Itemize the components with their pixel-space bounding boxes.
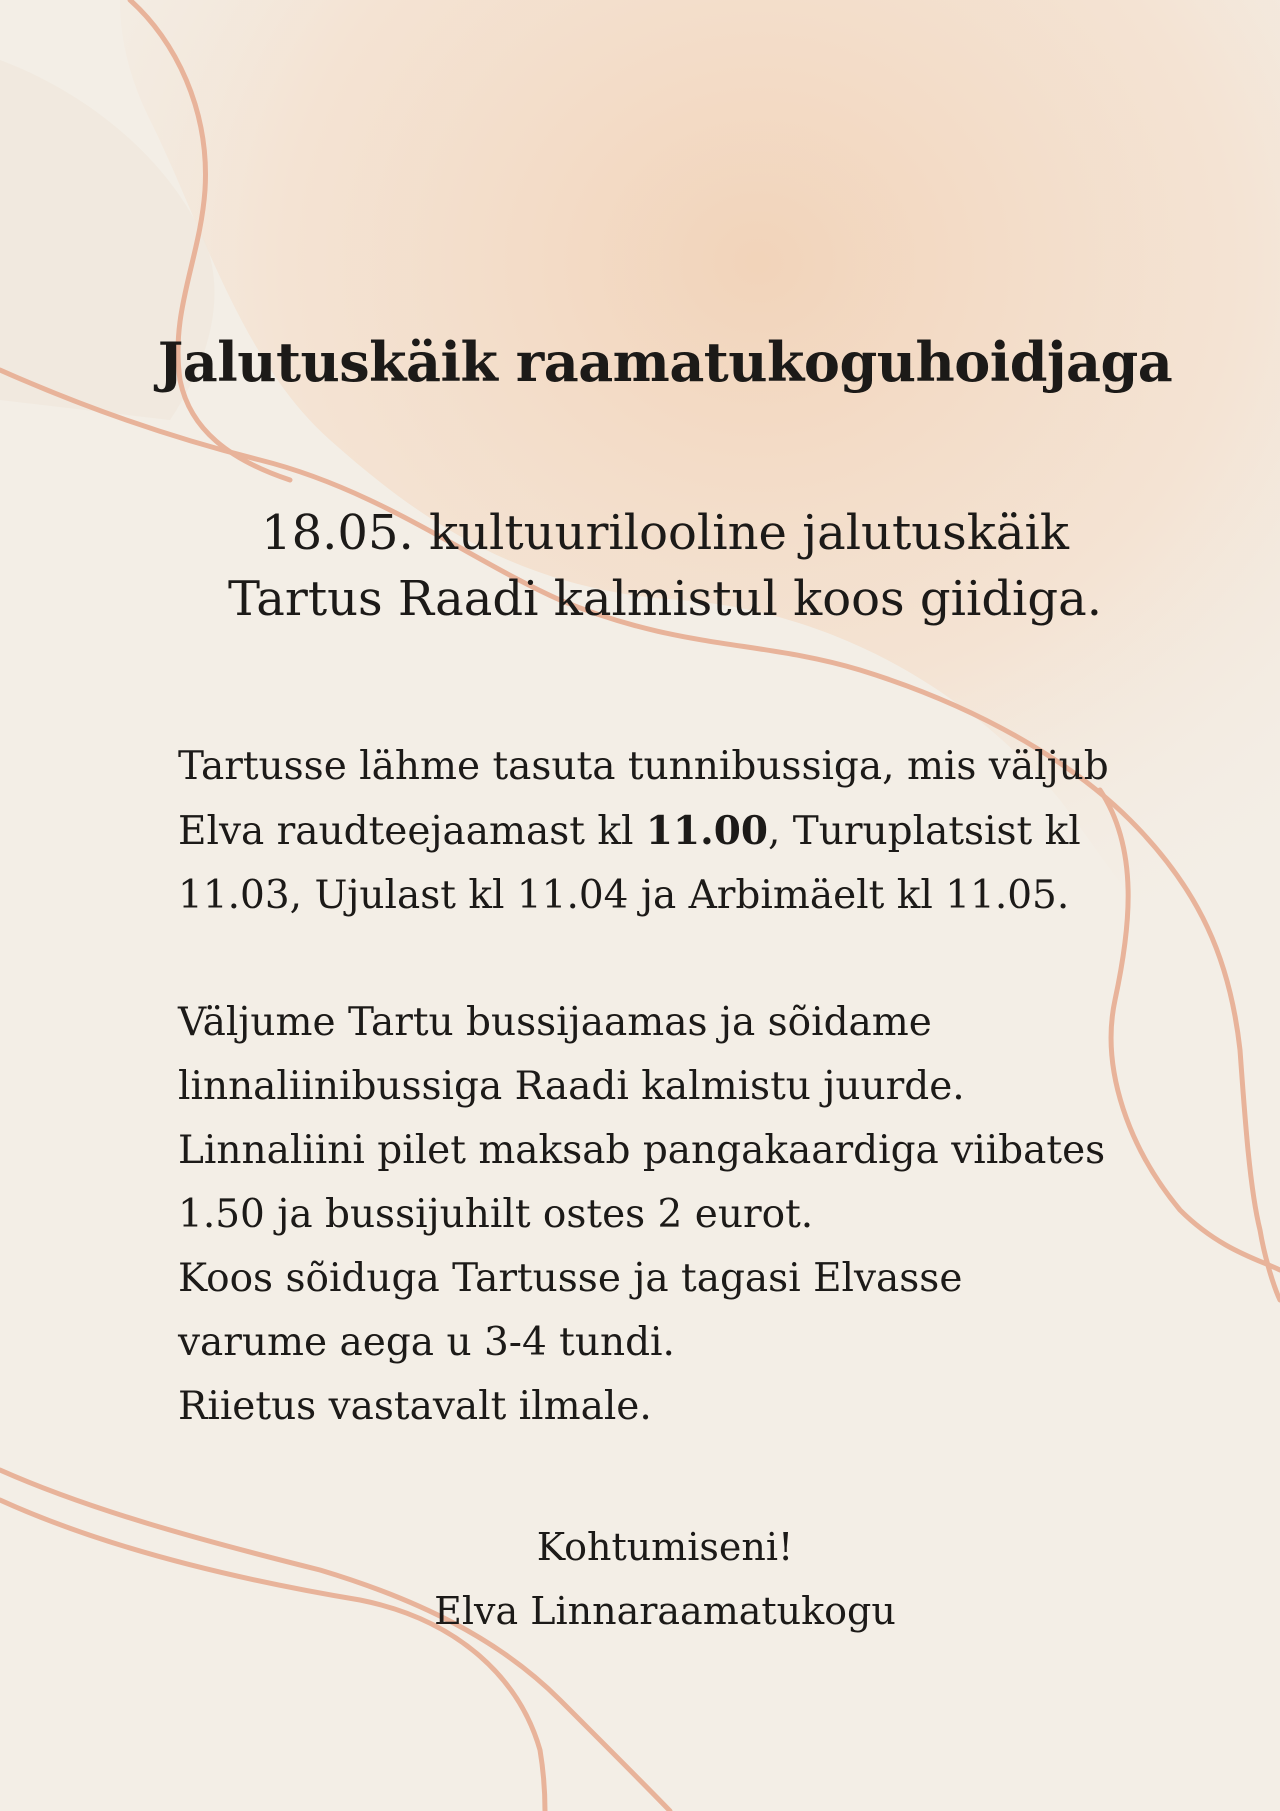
paragraph-line: Tartusse lähme tasuta tunnibussiga, mis väljub	[178, 744, 1109, 789]
paragraph-line: varume aega u 3-4 tundi.	[178, 1320, 675, 1365]
details-paragraph	[178, 991, 1105, 1439]
paragraph-line: Koos sõiduga Tartusse ja tagasi Elvasse	[178, 1256, 963, 1301]
departure-text: Elva raudteejaamast kl	[178, 809, 646, 854]
paragraph-line: Riietus vastavalt ilmale.	[178, 1384, 652, 1429]
departure-text-rest: , Turuplatsist kl	[767, 809, 1081, 854]
paragraph-line: Väljume Tartu bussijaamas ja sõidame	[178, 1000, 932, 1045]
paragraph-line: 11.03, Ujulast kl 11.04 ja Arbimäelt kl 11.05.	[178, 873, 1070, 918]
paragraph-line: 1.50 ja bussijuhilt ostes 2 eurot.	[178, 1192, 814, 1237]
closing-greeting: Kohtumiseni!	[536, 1525, 794, 1569]
poster-subtitle	[0, 500, 1280, 632]
organizer-name: Elva Linnaraamatukogu	[434, 1589, 896, 1633]
departure-time: 11.00	[645, 808, 768, 854]
paragraph-line: linnaliinibussiga Raadi kalmistu juurde.	[178, 1064, 965, 1109]
subtitle-line: Tartus Raadi kalmistul koos giidiga.	[227, 571, 1102, 627]
paragraph-line	[178, 799, 1109, 864]
subtitle-line: 18.05. kultuurilooline jalutuskäik	[261, 505, 1069, 561]
paragraph-line: Linnaliini pilet maksab pangakaardiga viibates	[178, 1128, 1106, 1173]
poster-title: Jalutuskäik raamatukoguhoidjaga	[157, 330, 1173, 394]
closing-signature	[330, 1515, 1000, 1643]
bus-schedule-paragraph	[178, 735, 1109, 928]
